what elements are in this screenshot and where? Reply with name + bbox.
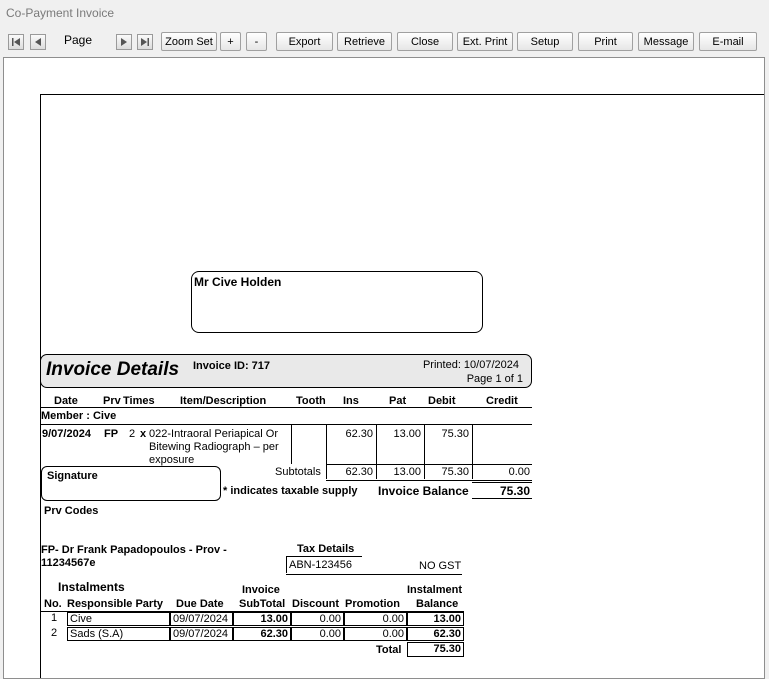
grid-line xyxy=(472,425,473,464)
setup-button[interactable]: Setup xyxy=(517,32,573,51)
message-button[interactable]: Message xyxy=(638,32,694,51)
close-button[interactable]: Close xyxy=(397,32,453,51)
inst-col-balance: Balance xyxy=(416,598,459,610)
subtotal-ins: 62.30 xyxy=(345,466,373,478)
signature-box xyxy=(41,466,221,501)
instalments-title: Instalments xyxy=(58,580,125,594)
zoom-out-button[interactable]: - xyxy=(246,32,267,51)
inst-row2-balance: 62.30 xyxy=(407,627,464,641)
col-times: Times xyxy=(123,395,155,407)
item-debit: 75.30 xyxy=(441,428,469,440)
instalment-invoice-label: Invoice xyxy=(242,584,280,596)
balance-value: 75.30 xyxy=(499,484,530,498)
window-titlebar xyxy=(0,0,769,26)
grid-line xyxy=(424,464,425,479)
item-prv: FP xyxy=(104,428,119,440)
first-page-button[interactable] xyxy=(8,34,24,50)
zoom-in-button[interactable]: + xyxy=(220,32,241,51)
inst-row2-subtotal: 62.30 xyxy=(233,627,291,641)
toolbar xyxy=(0,28,769,56)
provider-line2: 11234567e xyxy=(41,557,96,569)
inst-row1-subtotal: 13.00 xyxy=(233,612,291,626)
col-debit: Debit xyxy=(428,395,456,407)
header-divider xyxy=(40,407,532,408)
tax-details-box xyxy=(286,557,462,573)
inst-total-value: 75.30 xyxy=(407,642,464,657)
grid-line xyxy=(472,464,473,479)
col-tooth: Tooth xyxy=(296,395,326,407)
item-times: 2 xyxy=(129,428,136,440)
window-title: Co-Payment Invoice xyxy=(6,6,115,20)
inst-row2-discount: 0.00 xyxy=(291,627,344,641)
balance-top-line xyxy=(472,482,532,483)
inst-col-no: No. xyxy=(44,598,62,610)
item-desc-line2: Bitewing Radiograph – per xyxy=(149,441,279,453)
item-pat: 13.00 xyxy=(393,428,421,440)
inst-row2-party: Sads (S.A) xyxy=(67,627,170,641)
member-label: Member : Cive xyxy=(41,410,117,422)
inst-row1-promotion: 0.00 xyxy=(344,612,407,626)
instalment-instalment-label: Instalment xyxy=(407,584,463,596)
print-button[interactable]: Print xyxy=(578,32,633,51)
invoice-header-box xyxy=(40,354,532,388)
inst-row2-promotion: 0.00 xyxy=(344,627,407,641)
zoom-set-button[interactable]: Zoom Set xyxy=(161,32,217,51)
email-button[interactable]: E-mail xyxy=(699,32,757,51)
taxable-mark: x xyxy=(140,428,147,440)
first-page-icon xyxy=(9,35,23,49)
subtotal-pat: 13.00 xyxy=(393,466,421,478)
grid-line xyxy=(376,464,377,479)
export-button[interactable]: Export xyxy=(276,32,333,51)
next-page-button[interactable] xyxy=(116,34,132,50)
inst-col-party: Responsible Party xyxy=(67,598,163,610)
item-desc-line1: 022-Intraoral Periapical Or xyxy=(149,428,279,440)
grid-line xyxy=(376,425,377,464)
gst-status: NO GST xyxy=(419,560,462,572)
inst-row2-no: 2 xyxy=(50,627,58,639)
tax-bottom-line xyxy=(286,574,462,575)
item-date: 9/07/2024 xyxy=(42,428,91,440)
inst-row1-balance: 13.00 xyxy=(407,612,464,626)
page-label: Page xyxy=(64,33,93,47)
item-desc-line3: exposure xyxy=(149,454,195,466)
abn-value: ABN-123456 xyxy=(289,559,352,571)
prv-codes-label: Prv Codes xyxy=(44,505,99,517)
provider-line1: FP- Dr Frank Papadopoulos - Prov - xyxy=(41,544,227,556)
grid-line xyxy=(424,425,425,464)
previous-page-button[interactable] xyxy=(30,34,46,50)
page-info: Page 1 of 1 xyxy=(466,373,523,385)
grid-line xyxy=(326,464,327,479)
previous-page-icon xyxy=(31,35,45,49)
col-credit: Credit xyxy=(486,395,518,407)
subtotals-label: Subtotals xyxy=(275,466,321,478)
subtotal-debit: 75.30 xyxy=(441,466,469,478)
retrieve-button[interactable]: Retrieve xyxy=(337,32,392,51)
next-page-icon xyxy=(117,35,131,49)
inst-row1-due: 09/07/2024 xyxy=(170,612,233,626)
item-ins: 62.30 xyxy=(345,428,373,440)
inst-row2-due: 09/07/2024 xyxy=(170,627,233,641)
inst-total-label: Total xyxy=(376,644,402,656)
member-divider xyxy=(40,424,532,425)
taxable-note: * indicates taxable supply xyxy=(223,485,358,497)
balance-bottom-line xyxy=(472,498,532,499)
col-pat: Pat xyxy=(389,395,407,407)
print-preview-canvas[interactable] xyxy=(3,57,765,679)
last-page-button[interactable] xyxy=(137,34,153,50)
grid-line xyxy=(326,425,327,464)
inst-row1-no: 1 xyxy=(50,612,58,624)
inst-row1-discount: 0.00 xyxy=(291,612,344,626)
last-page-icon xyxy=(138,35,152,49)
inst-col-subtotal: SubTotal xyxy=(239,598,286,610)
invoice-id: Invoice ID: 717 xyxy=(193,360,271,372)
grid-line xyxy=(291,425,292,464)
printed-date: Printed: 10/07/2024 xyxy=(422,359,519,371)
col-date: Date xyxy=(54,395,78,407)
inst-col-due: Due Date xyxy=(176,598,224,610)
subtotal-credit: 0.00 xyxy=(508,466,530,478)
ext-print-button[interactable]: Ext. Print xyxy=(457,32,513,51)
balance-label: Invoice Balance xyxy=(378,484,469,498)
col-item: Item/Description xyxy=(180,395,267,407)
signature-label: Signature xyxy=(47,470,98,482)
invoice-heading: Invoice Details xyxy=(46,359,180,380)
col-prv: Prv xyxy=(103,395,121,407)
tax-details-title: Tax Details xyxy=(297,543,355,555)
address-box xyxy=(191,271,483,333)
patient-name: Mr Cive Holden xyxy=(194,275,282,289)
inst-col-promotion: Promotion xyxy=(345,598,400,610)
subtotal-divider xyxy=(326,480,532,481)
item-divider xyxy=(326,464,532,465)
inst-col-discount: Discount xyxy=(292,598,340,610)
inst-row1-party: Cive xyxy=(67,612,170,626)
col-ins: Ins xyxy=(343,395,359,407)
